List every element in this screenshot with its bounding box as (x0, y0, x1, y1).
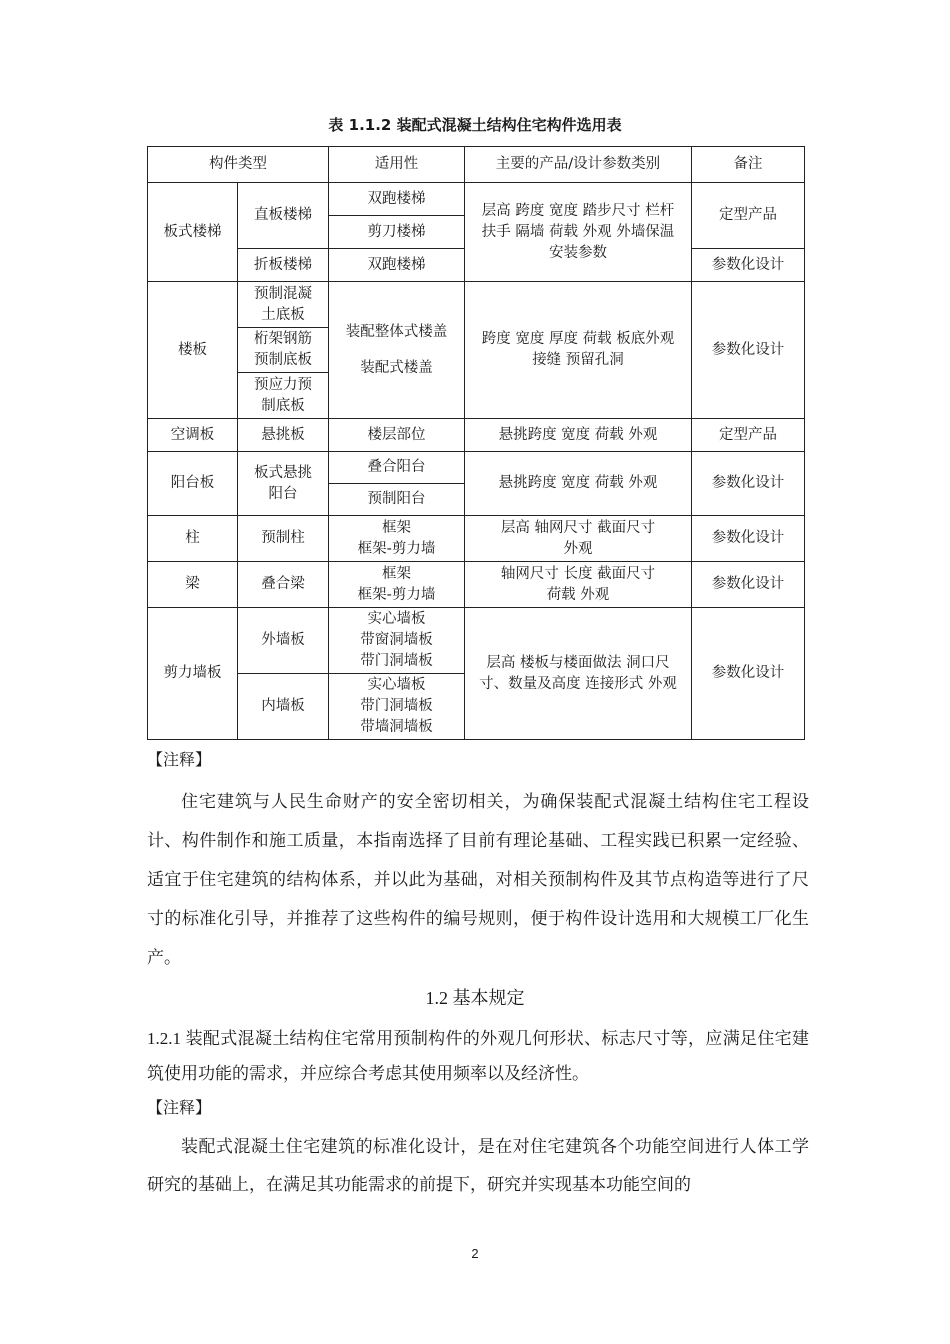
column-use-a: 框架 (382, 519, 411, 536)
note-heading: 【注释】 (147, 750, 212, 769)
balcony-category: 阳台板 (148, 452, 238, 516)
slab-use-2: 装配式楼盖 (360, 360, 433, 376)
stair-folded: 折板楼梯 (238, 249, 329, 282)
beam-note: 参数化设计 (692, 562, 805, 608)
shear-int-use-1: 实心墙板 (367, 677, 426, 693)
header-usage: 适用性 (329, 147, 465, 183)
column-params-b: 外观 (563, 540, 593, 557)
table-caption: 表 1.1.2 装配式混凝土结构住宅构件选用表 (328, 116, 622, 134)
stair-double-run: 双跑楼梯 (329, 183, 465, 216)
shear-int-use-3: 带墙洞墙板 (360, 719, 433, 735)
slab-use-1: 装配整体式楼盖 (345, 324, 448, 340)
header-type: 构件类型 (148, 147, 329, 183)
header-params: 主要的产品/设计参数类别 (465, 147, 692, 183)
beam-sub: 叠合梁 (238, 562, 329, 608)
page-number: 2 (471, 1246, 479, 1261)
stair-scissor: 剪刀楼梯 (329, 216, 465, 249)
shear-ext-use-1: 实心墙板 (367, 611, 426, 627)
shear-ext-use-2: 带窗洞墙板 (360, 632, 433, 648)
column-sub: 预制柱 (238, 516, 329, 562)
beam-usage (329, 562, 465, 608)
table-row (148, 452, 805, 484)
table-row (148, 562, 805, 608)
column-usage (329, 516, 465, 562)
clause-1-2-1: 1.2.1 装配式混凝土结构住宅常用预制构件的外观几何形状、标志尺寸等，应满足住宅建筑使用功能的需求，并应综合考虑其使用频率以及经济性。 (147, 1029, 809, 1083)
ac-usage: 楼层部位 (329, 419, 465, 452)
shear-ext-use-3: 带门洞墙板 (360, 653, 433, 669)
shear-category: 剪力墙板 (148, 608, 238, 740)
table-row (148, 608, 805, 674)
stair-folded-use: 双跑楼梯 (329, 249, 465, 282)
ac-params: 悬挑跨度 宽度 荷载 外观 (465, 419, 692, 452)
balcony-note: 参数化设计 (692, 452, 805, 516)
slab-category: 楼板 (148, 282, 238, 419)
slab-sub-3: 预应力预制底板 (238, 373, 329, 419)
slab-usage (329, 282, 465, 419)
balcony-sub: 板式悬挑阳台 (238, 452, 329, 516)
column-use-b: 框架-剪力墙 (357, 540, 436, 557)
balcony-params: 悬挑跨度 宽度 荷载 外观 (465, 452, 692, 516)
table-header-row (148, 147, 805, 183)
note-heading-2: 【注释】 (147, 1098, 212, 1117)
column-note: 参数化设计 (692, 516, 805, 562)
slab-sub-1: 预制混凝土底板 (238, 282, 329, 328)
stair-straight: 直板楼梯 (238, 183, 329, 249)
table-row (148, 183, 805, 216)
column-category: 柱 (148, 516, 238, 562)
slab-sub-2: 桁架钢筋预制底板 (238, 328, 329, 373)
section-title: 1.2 基本规定 (425, 988, 525, 1008)
slab-params: 跨度 宽度 厚度 荷载 板底外观 接缝 预留孔洞 (465, 282, 692, 419)
beam-params-b: 荷载 外观 (546, 586, 610, 603)
note-paragraph: 住宅建筑与人民生命财产的安全密切相关，为确保装配式混凝土结构住宅工程设计、构件制作和施工质量，本指南选择了目前有理论基础、工程实践已积累一定经验、适宜于住宅建筑的结构体系，并以此为基础，对相关预制构件及其节点构造等进行了尺寸的标准化引导，并推荐了这些构件的编号规则，便于构件设计选用和大规模工厂化生产。 (147, 792, 809, 968)
beam-use-b: 框架-剪力墙 (357, 586, 436, 603)
shear-params: 层高 楼板与楼面做法 洞口尺寸、数量及高度 连接形式 外观 (465, 608, 692, 740)
stair-params: 层高 跨度 宽度 踏步尺寸 栏杆 扶手 隔墙 荷载 外观 外墙保温 安装参数 (465, 183, 692, 282)
table-row (148, 419, 805, 452)
component-selection-table (147, 146, 805, 740)
table-row (148, 282, 805, 328)
ac-sub: 悬挑板 (238, 419, 329, 452)
beam-params-a: 轴网尺寸 长度 截面尺寸 (500, 565, 656, 582)
beam-category: 梁 (148, 562, 238, 608)
note-paragraph-2: 装配式混凝土住宅建筑的标准化设计，是在对住宅建筑各个功能空间进行人体工学研究的基础上，在满足其功能需求的前提下，研究并实现基本功能空间的 (147, 1137, 809, 1195)
shear-note: 参数化设计 (692, 608, 805, 740)
stair-note-fixed: 定型产品 (692, 183, 805, 249)
ac-category: 空调板 (148, 419, 238, 452)
balcony-use-1: 叠合阳台 (329, 452, 465, 484)
column-params-a: 层高 轴网尺寸 截面尺寸 (500, 519, 656, 536)
slab-note: 参数化设计 (692, 282, 805, 419)
table-row (148, 516, 805, 562)
beam-params (465, 562, 692, 608)
shear-int-use-2: 带门洞墙板 (360, 698, 433, 714)
ac-note: 定型产品 (692, 419, 805, 452)
shear-int: 内墙板 (238, 674, 329, 740)
header-remarks: 备注 (692, 147, 805, 183)
shear-ext: 外墙板 (238, 608, 329, 674)
column-params (465, 516, 692, 562)
shear-int-usage (329, 674, 465, 740)
stair-note-param: 参数化设计 (692, 249, 805, 282)
shear-ext-usage (329, 608, 465, 674)
beam-use-a: 框架 (382, 565, 411, 582)
balcony-use-2: 预制阳台 (329, 484, 465, 516)
stair-category: 板式楼梯 (148, 183, 238, 282)
